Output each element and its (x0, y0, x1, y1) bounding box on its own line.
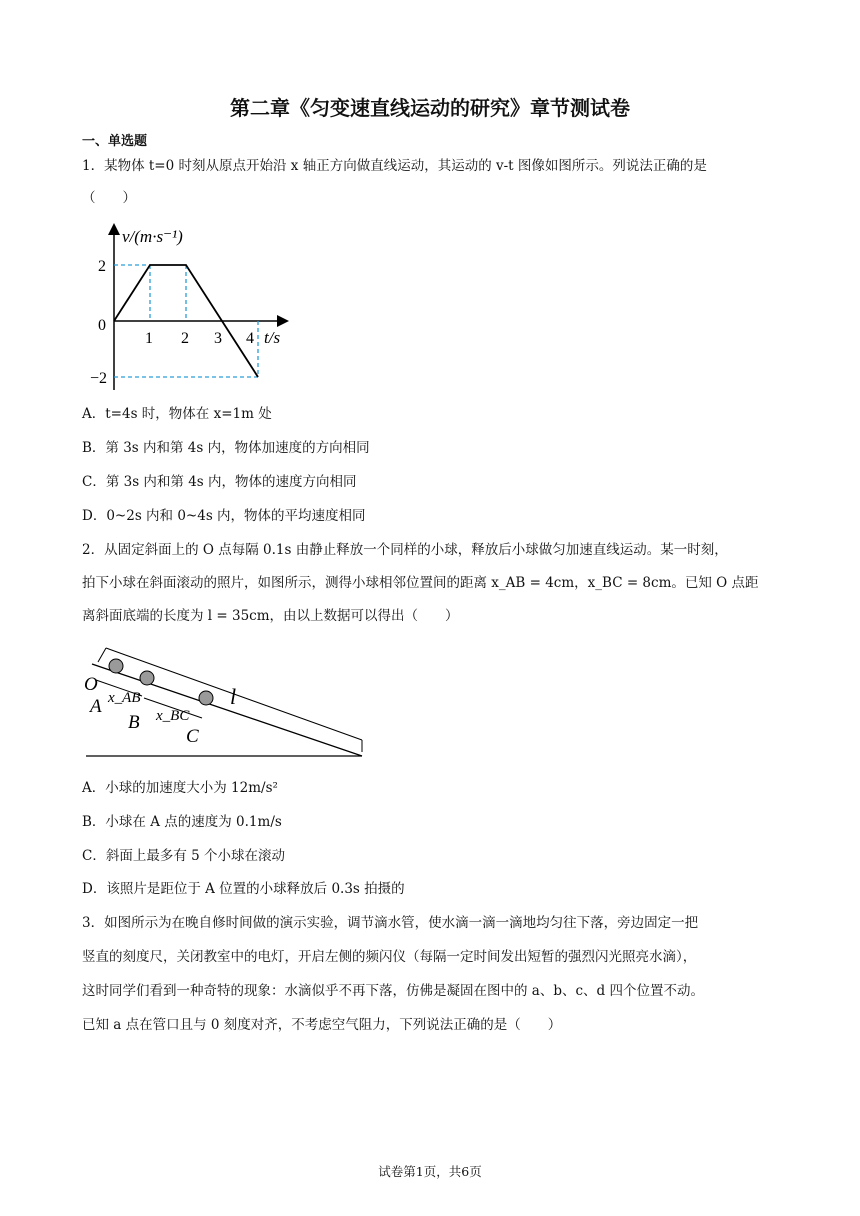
t-axis-label: t/s (264, 328, 281, 347)
label-b: B (128, 712, 140, 733)
q1-stem-line2: （ ） (82, 190, 136, 206)
q2-incline-figure (84, 640, 384, 760)
q1-option-d: D．0~2s 内和 0~4s 内，物体的平均速度相同 (82, 508, 366, 524)
ball-a (109, 659, 123, 673)
q3-stem-line2: 竖直的刻度尺，关闭教室中的电灯，开启左侧的频闪仪（每隔一定时间发出短暂的强烈闪光照亮水滴）， (82, 949, 697, 965)
section-heading: 一、单选题 (82, 134, 148, 149)
q3-stem-line3: 这时同学们看到一种奇特的现象：水滴似乎不再下落，仿佛是凝固在图中的 a、b、c、d 四个位置不动。 (82, 983, 704, 999)
ball-b (140, 671, 154, 685)
q2-stem-line2: 拍下小球在斜面滚动的照片，如图所示，测得小球相邻位置间的距离 x_AB = 4cm，x_BC = 8cm。已知 O 点距 (82, 575, 759, 591)
q3-stem-line1: 3．如图所示为在晚自修时间做的演示实验，调节滴水管，使水滴一滴一滴地均匀往下落，旁边固定一把 (82, 915, 699, 931)
page-footer: 试卷第1页，共6页 (378, 1164, 482, 1179)
tick-y-neg2: −2 (90, 370, 108, 387)
page-title: 第二章《匀变速直线运动的研究》章节测试卷 (230, 96, 630, 120)
tick-x-2: 2 (181, 330, 189, 347)
label-xab: x_AB (108, 690, 141, 706)
ball-c (199, 691, 213, 705)
label-a: A (90, 696, 102, 717)
v-axis-label: v/(m·s⁻¹) (122, 227, 183, 246)
q1-vt-graph (86, 220, 316, 395)
q1-option-b: B．第 3s 内和第 4s 内，物体加速度的方向相同 (82, 440, 370, 456)
label-l: l (230, 684, 237, 709)
q2-stem-line1: 2．从固定斜面上的 O 点每隔 0.1s 由静止释放一个同样的小球，释放后小球做匀加速直线运动。某一时刻， (82, 542, 728, 558)
tick-x-4: 4 (246, 330, 254, 347)
tick-x-1: 1 (145, 330, 153, 347)
tick-x-3: 3 (214, 330, 222, 347)
incline-surface (92, 664, 362, 756)
label-xbc: x_BC (156, 708, 190, 724)
q2-option-d: D．该照片是距位于 A 位置的小球释放后 0.3s 拍摄的 (82, 881, 405, 897)
q1-option-c: C．第 3s 内和第 4s 内，物体的速度方向相同 (82, 474, 357, 490)
q2-option-a: A．小球的加速度大小为 12m/s² (82, 780, 278, 796)
q2-option-c: C．斜面上最多有 5 个小球在滚动 (82, 848, 286, 864)
tick-origin: 0 (98, 317, 106, 334)
q2-stem-line3: 离斜面底端的长度为 l = 35cm，由以上数据可以得出（ ） (82, 608, 459, 624)
tick-y-2: 2 (98, 258, 106, 275)
label-o: O (84, 674, 98, 695)
q1-option-a: A．t=4s 时，物体在 x=1m 处 (82, 406, 272, 422)
q1-stem-line1: 1．某物体 t=0 时刻从原点开始沿 x 轴正方向做直线运动，其运动的 v-t 图像如图所示。列说法正确的是 (82, 158, 707, 174)
label-c: C (186, 726, 199, 747)
q2-option-b: B．小球在 A 点的速度为 0.1m/s (82, 814, 282, 830)
q3-stem-line4: 已知 a 点在管口且与 0 刻度对齐，不考虑空气阻力，下列说法正确的是（ ） (82, 1017, 562, 1033)
